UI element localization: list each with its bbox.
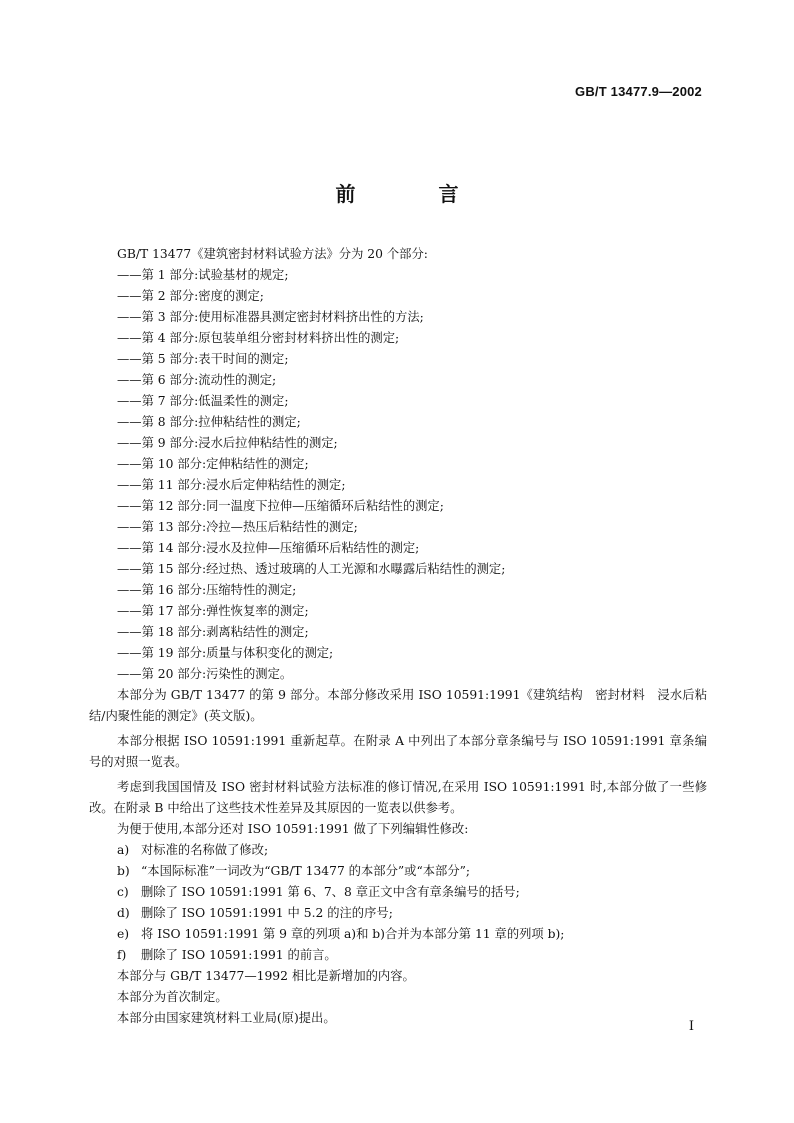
list-item: ——第 16 部分:压缩特性的测定; [117,583,297,597]
list-item: ——第 4 部分:原包装单组分密封材料挤出性的测定; [117,331,400,345]
intro-line: GB/T 13477《建筑密封材料试验方法》分为 20 个部分: [117,247,428,261]
list-item: ——第 12 部分:同一温度下拉伸—压缩循环后粘结性的测定; [117,499,444,513]
closing-line: 本部分由国家建筑材料工业局(原)提出。 [117,1011,336,1025]
paragraph-editorial-intro: 为便于使用,本部分还对 ISO 10591:1991 做了下列编辑性修改: [117,822,469,836]
list-item: ——第 2 部分:密度的测定; [117,289,264,303]
list-item [89,861,707,882]
list-item: ——第 11 部分:浸水后定伸粘结性的测定; [117,478,346,492]
list-item: ——第 9 部分:浸水后拉伸粘结性的测定; [117,436,338,450]
list-marker: f) [117,948,127,962]
list-item [89,840,707,861]
list-text: 对标准的名称做了修改; [141,843,269,857]
list-text: 将 ISO 10591:1991 第 9 章的列项 a)和 b)合并为本部分第 11 章的列项 b); [141,927,565,941]
list-item: ——第 5 部分:表干时间的测定; [117,352,289,366]
list-text: 删除了 ISO 10591:1991 第 6、7、8 章正文中含有章条编号的括号; [141,885,520,899]
list-marker: c) [117,885,129,899]
list-item: ——第 13 部分:冷拉—热压后粘结性的测定; [117,520,358,534]
page-title: 前 言 [335,182,497,206]
page-number: I [688,1019,694,1034]
list-marker: a) [117,843,130,857]
list-item: ——第 1 部分:试验基材的规定; [117,268,289,282]
list-text: 删除了 ISO 10591:1991 的前言。 [141,948,337,962]
list-item: ——第 6 部分:流动性的测定; [117,373,277,387]
standard-code-header: GB/T 13477.9—2002 [575,84,702,99]
list-item: ——第 18 部分:剥离粘结性的测定; [117,625,309,639]
closing-line: 本部分为首次制定。 [117,990,228,1004]
list-item [89,882,707,903]
list-item: ——第 3 部分:使用标准器具测定密封材料挤出性的方法; [117,310,424,324]
paragraph-modifications: 考虑到我国国情及 ISO 密封材料试验方法标准的修订情况,在采用 ISO 10591:1991 时,本部分做了一些修改。在附录 B 中给出了这些技术性差异及其原因的一览表以供参考。 [89,780,707,815]
list-item: ——第 10 部分:定伸粘结性的测定; [117,457,309,471]
list-text: 删除了 ISO 10591:1991 中 5.2 的注的序号; [141,906,393,920]
closing-line: 本部分与 GB/T 13477—1992 相比是新增加的内容。 [117,969,415,983]
list-item: ——第 17 部分:弹性恢复率的测定; [117,604,309,618]
list-item: ——第 20 部分:污染性的测定。 [117,667,293,681]
list-marker: e) [117,927,130,941]
list-item [89,945,707,966]
foreword-body [89,244,707,1029]
list-item [89,924,707,945]
list-item: ——第 15 部分:经过热、透过玻璃的人工光源和水曝露后粘结性的测定; [117,562,506,576]
list-marker: b) [117,864,130,878]
list-item: ——第 19 部分:质量与体积变化的测定; [117,646,334,660]
paragraph-redrafting: 本部分根据 ISO 10591:1991 重新起草。在附录 A 中列出了本部分章条编号与 ISO 10591:1991 章条编号的对照一览表。 [89,734,707,769]
list-text: “本国际标准”一词改为“GB/T 13477 的本部分”或“本部分”; [141,864,471,878]
list-item: ——第 7 部分:低温柔性的测定; [117,394,289,408]
parts-list [89,265,707,685]
editorial-changes-list [89,840,707,966]
paragraph-adoption: 本部分为 GB/T 13477 的第 9 部分。本部分修改采用 ISO 10591:1991《建筑结构 密封材料 浸水后粘结/内聚性能的测定》(英文版)。 [89,688,707,723]
list-item: ——第 8 部分:拉伸粘结性的测定; [117,415,301,429]
list-marker: d) [117,906,130,920]
list-item: ——第 14 部分:浸水及拉伸—压缩循环后粘结性的测定; [117,541,420,555]
list-item [89,903,707,924]
